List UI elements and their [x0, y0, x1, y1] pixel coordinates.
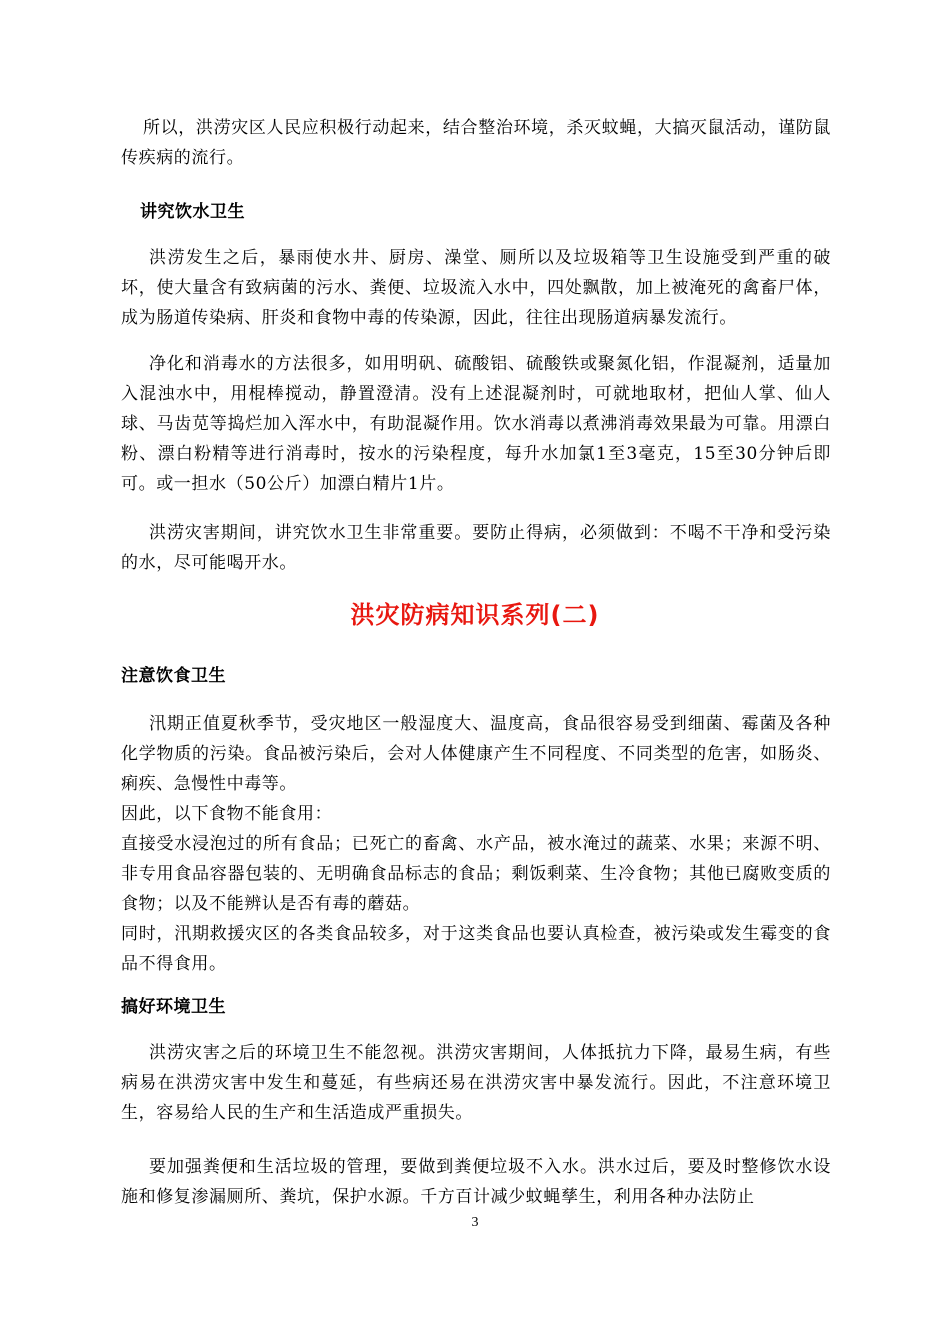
water-paragraph-2-block [121, 349, 831, 499]
heading-food-block [121, 664, 831, 688]
env-paragraph-1-block [121, 1038, 831, 1128]
intro-paragraph-block [121, 113, 831, 173]
intro-paragraph: 所以，洪涝灾区人民应积极行动起来，结合整治环境，杀灭蚊蝇，大搞灭鼠活动，谨防鼠传疾病的流行。 [121, 118, 831, 168]
env-paragraph-1: 洪涝灾害之后的环境卫生不能忽视。洪涝灾害期间，人体抵抗力下降，最易生病，有些病易在洪涝灾害中发生和蔓延，有些病还易在洪涝灾害中暴发流行。因此，不注意环境卫生，容易给人民的生产和生活造成严重损失。 [121, 1043, 831, 1123]
section-title: 洪灾防病知识系列(二) [350, 601, 600, 629]
water-paragraph-3: 洪涝灾害期间，讲究饮水卫生非常重要。要防止得病，必须做到：不喝不干净和受污染的水，尽可能喝开水。 [121, 523, 831, 573]
water-paragraph-1: 洪涝发生之后，暴雨使水井、厨房、澡堂、厕所以及垃圾箱等卫生设施受到严重的破坏，使大量含有致病菌的污水、粪便、垃圾流入水中，四处飘散，加上被淹死的禽畜尸体，成为肠道传染病、肝炎和食物中毒的传染源，因此，往往出现肠道病暴发流行。 [121, 248, 831, 328]
heading-drinking-water: 讲究饮水卫生 [140, 202, 245, 222]
food-paragraph-1: 汛期正值夏秋季节，受灾地区一般湿度大、温度高，食品很容易受到细菌、霉菌及各种化学物质的污染。食品被污染后，会对人体健康产生不同程度、不同类型的危害，如肠炎、痢疾、急慢性中毒等。 [121, 714, 831, 794]
heading-environment-hygiene: 搞好环境卫生 [121, 997, 226, 1017]
heading-environment-block [121, 995, 831, 1019]
water-paragraph-3-block [121, 518, 831, 578]
env-paragraph-2: 要加强粪便和生活垃圾的管理，要做到粪便垃圾不入水。洪水过后，要及时整修饮水设施和修复渗漏厕所、粪坑，保护水源。千方百计减少蚊蝇孳生，利用各种办法防止 [121, 1157, 831, 1207]
heading-water-block [140, 200, 850, 224]
food-paragraph-4: 同时，汛期救援灾区的各类食品较多，对于这类食品也要认真检查，被污染或发生霉变的食品不得食用。 [121, 924, 831, 974]
page-number: 3 [471, 1215, 479, 1230]
water-paragraph-2: 净化和消毒水的方法很多，如用明矾、硫酸铝、硫酸铁或聚氮化铝，作混凝剂，适量加入混浊水中，用棍棒搅动，静置澄清。没有上述混凝剂时，可就地取材，把仙人掌、仙人球、马齿苋等捣烂加入浑水中，有助混凝作用。饮水消毒以煮沸消毒效果最为可靠。用漂白粉、漂白粉精等进行消毒时，按水的污染程度，每升水加氯1至3毫克，15至30分钟后即可。或一担水（50公斤）加漂白精片1片。 [121, 354, 831, 494]
env-paragraph-2-block [121, 1152, 831, 1212]
food-paragraph-2: 因此，以下食物不能食用： [121, 804, 333, 824]
water-paragraph-1-block [121, 243, 831, 333]
food-paragraph-3: 直接受水浸泡过的所有食品；已死亡的畜禽、水产品，被水淹过的蔬菜、水果；来源不明、非专用食品容器包装的、无明确食品标志的食品；剩饭剩菜、生冷食物；其他已腐败变质的食物；以及不能辨认是否有毒的蘑菇。 [121, 834, 831, 914]
food-paragraphs-block [121, 709, 831, 979]
heading-food-hygiene: 注意饮食卫生 [121, 666, 226, 686]
